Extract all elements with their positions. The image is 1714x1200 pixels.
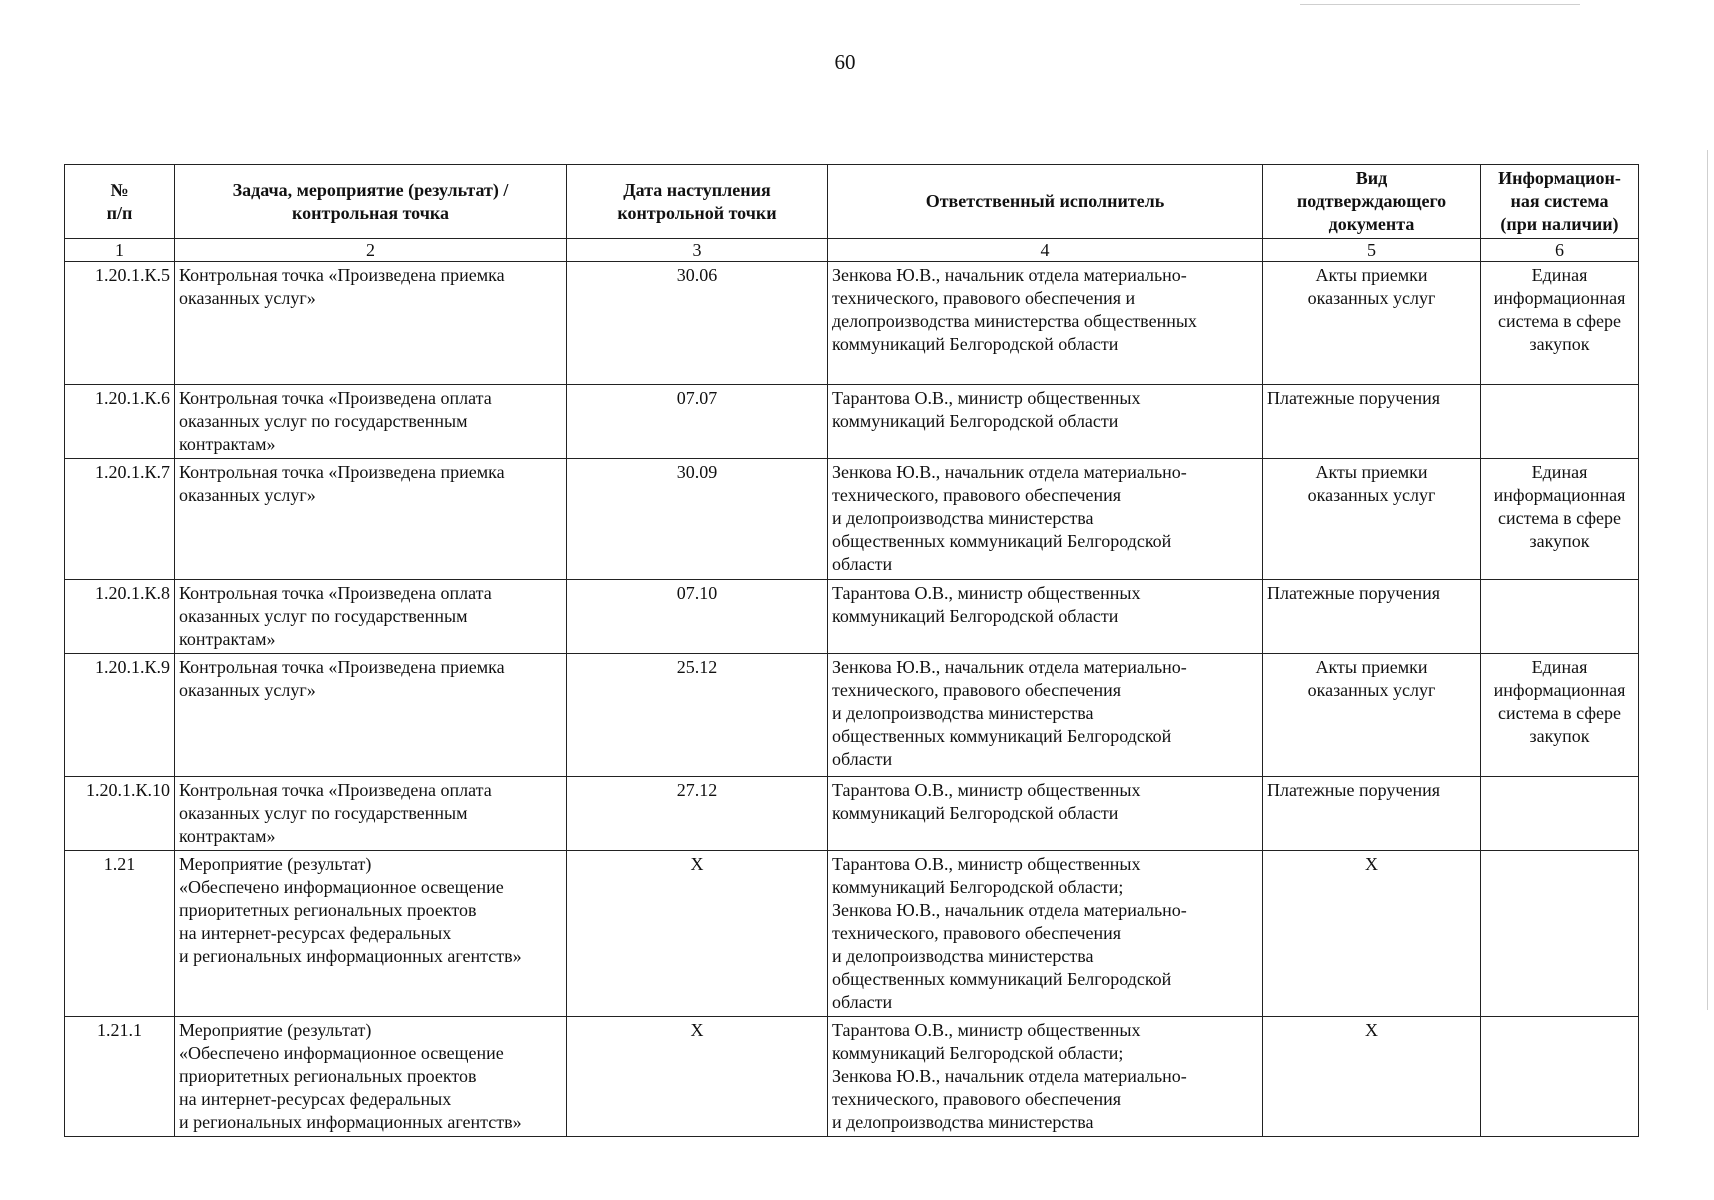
row-doc: Х — [1263, 851, 1481, 1017]
row-executor: Зенкова Ю.В., начальник отдела материально- технического, правового обеспечения и делопроизводства министерства общественных коммуникаций Белгородской области — [828, 654, 1263, 777]
row-executor: Тарантова О.В., министр общественных коммуникаций Белгородской области — [828, 385, 1263, 459]
row-doc: Платежные поручения — [1263, 580, 1481, 654]
row-date: Х — [567, 851, 828, 1017]
row-doc: Акты приемки оказанных услуг — [1263, 262, 1481, 385]
row-system — [1481, 1017, 1639, 1137]
row-num: 1.20.1.К.5 — [65, 262, 175, 385]
row-task: Контрольная точка «Произведена приемка оказанных услуг» — [175, 262, 567, 385]
row-num: 1.21.1 — [65, 1017, 175, 1137]
header-doc: Вид подтверждающего документа — [1263, 165, 1481, 239]
row-num: 1.20.1.К.7 — [65, 459, 175, 580]
row-doc: Акты приемки оказанных услуг — [1263, 459, 1481, 580]
table-row — [65, 1017, 1639, 1137]
table-row — [65, 580, 1639, 654]
header-num: № п/п — [65, 165, 175, 239]
row-date: 07.10 — [567, 580, 828, 654]
row-task: Контрольная точка «Произведена оплата оказанных услуг по государственным контрактам» — [175, 777, 567, 851]
row-executor: Зенкова Ю.В., начальник отдела материально- технического, правового обеспечения и делопроизводства министерства общественных коммуникаций Белгородской области — [828, 459, 1263, 580]
row-task: Контрольная точка «Произведена приемка оказанных услуг» — [175, 459, 567, 580]
control-points-table — [64, 164, 1639, 1137]
row-system — [1481, 851, 1639, 1017]
scan-artifact-edge — [1707, 150, 1708, 1010]
row-doc: Акты приемки оказанных услуг — [1263, 654, 1481, 777]
row-date: 27.12 — [567, 777, 828, 851]
row-executor: Тарантова О.В., министр общественных коммуникаций Белгородской области — [828, 777, 1263, 851]
page-number: 60 — [834, 50, 856, 74]
row-executor: Зенкова Ю.В., начальник отдела материально- технического, правового обеспечения и делопроизводства министерства общественных коммуникаций Белгородской области — [828, 262, 1263, 385]
row-date: 25.12 — [567, 654, 828, 777]
table-row — [65, 654, 1639, 777]
row-task: Мероприятие (результат) «Обеспечено информационное освещение приоритетных региональных проектов на интернет-ресурсах федеральных и региональных информационных агентств» — [175, 1017, 567, 1137]
column-number: 6 — [1481, 239, 1639, 262]
row-system: Единая информационная система в сфере закупок — [1481, 459, 1639, 580]
header-system: Информацион- ная система (при наличии) — [1481, 165, 1639, 239]
table-row — [65, 385, 1639, 459]
column-number: 2 — [175, 239, 567, 262]
row-system — [1481, 777, 1639, 851]
column-number: 5 — [1263, 239, 1481, 262]
row-system — [1481, 580, 1639, 654]
row-task: Контрольная точка «Произведена оплата оказанных услуг по государственным контрактам» — [175, 580, 567, 654]
row-num: 1.21 — [65, 851, 175, 1017]
table-row — [65, 851, 1639, 1017]
row-system: Единая информационная система в сфере закупок — [1481, 654, 1639, 777]
row-task: Мероприятие (результат) «Обеспечено информационное освещение приоритетных региональных проектов на интернет-ресурсах федеральных и региональных информационных агентств» — [175, 851, 567, 1017]
row-system — [1481, 385, 1639, 459]
row-executor: Тарантова О.В., министр общественных коммуникаций Белгородской области; Зенкова Ю.В., начальник отдела материально- технического, правового обеспечения и делопроизводства министерства — [828, 1017, 1263, 1137]
row-doc: Х — [1263, 1017, 1481, 1137]
column-number: 3 — [567, 239, 828, 262]
row-num: 1.20.1.К.8 — [65, 580, 175, 654]
header-task: Задача, мероприятие (результат) / контрольная точка — [175, 165, 567, 239]
table-row — [65, 459, 1639, 580]
header-executor: Ответственный исполнитель — [828, 165, 1263, 239]
header-date: Дата наступления контрольной точки — [567, 165, 828, 239]
row-num: 1.20.1.К.10 — [65, 777, 175, 851]
row-date: 07.07 — [567, 385, 828, 459]
row-num: 1.20.1.К.9 — [65, 654, 175, 777]
row-num: 1.20.1.К.6 — [65, 385, 175, 459]
scan-artifact-line — [1300, 4, 1580, 5]
row-date: Х — [567, 1017, 828, 1137]
row-doc: Платежные поручения — [1263, 777, 1481, 851]
table-row — [65, 262, 1639, 385]
table-row — [65, 777, 1639, 851]
row-task: Контрольная точка «Произведена приемка оказанных услуг» — [175, 654, 567, 777]
row-executor: Тарантова О.В., министр общественных коммуникаций Белгородской области — [828, 580, 1263, 654]
row-task: Контрольная точка «Произведена оплата оказанных услуг по государственным контрактам» — [175, 385, 567, 459]
column-number: 4 — [828, 239, 1263, 262]
column-number: 1 — [65, 239, 175, 262]
row-date: 30.09 — [567, 459, 828, 580]
table-header-row — [65, 165, 1639, 239]
row-date: 30.06 — [567, 262, 828, 385]
row-doc: Платежные поручения — [1263, 385, 1481, 459]
row-system: Единая информационная система в сфере закупок — [1481, 262, 1639, 385]
column-number-row — [65, 239, 1639, 262]
row-executor: Тарантова О.В., министр общественных коммуникаций Белгородской области; Зенкова Ю.В., начальник отдела материально- технического, правового обеспечения и делопроизводства министерства общественных коммуникаций Белгородской области — [828, 851, 1263, 1017]
